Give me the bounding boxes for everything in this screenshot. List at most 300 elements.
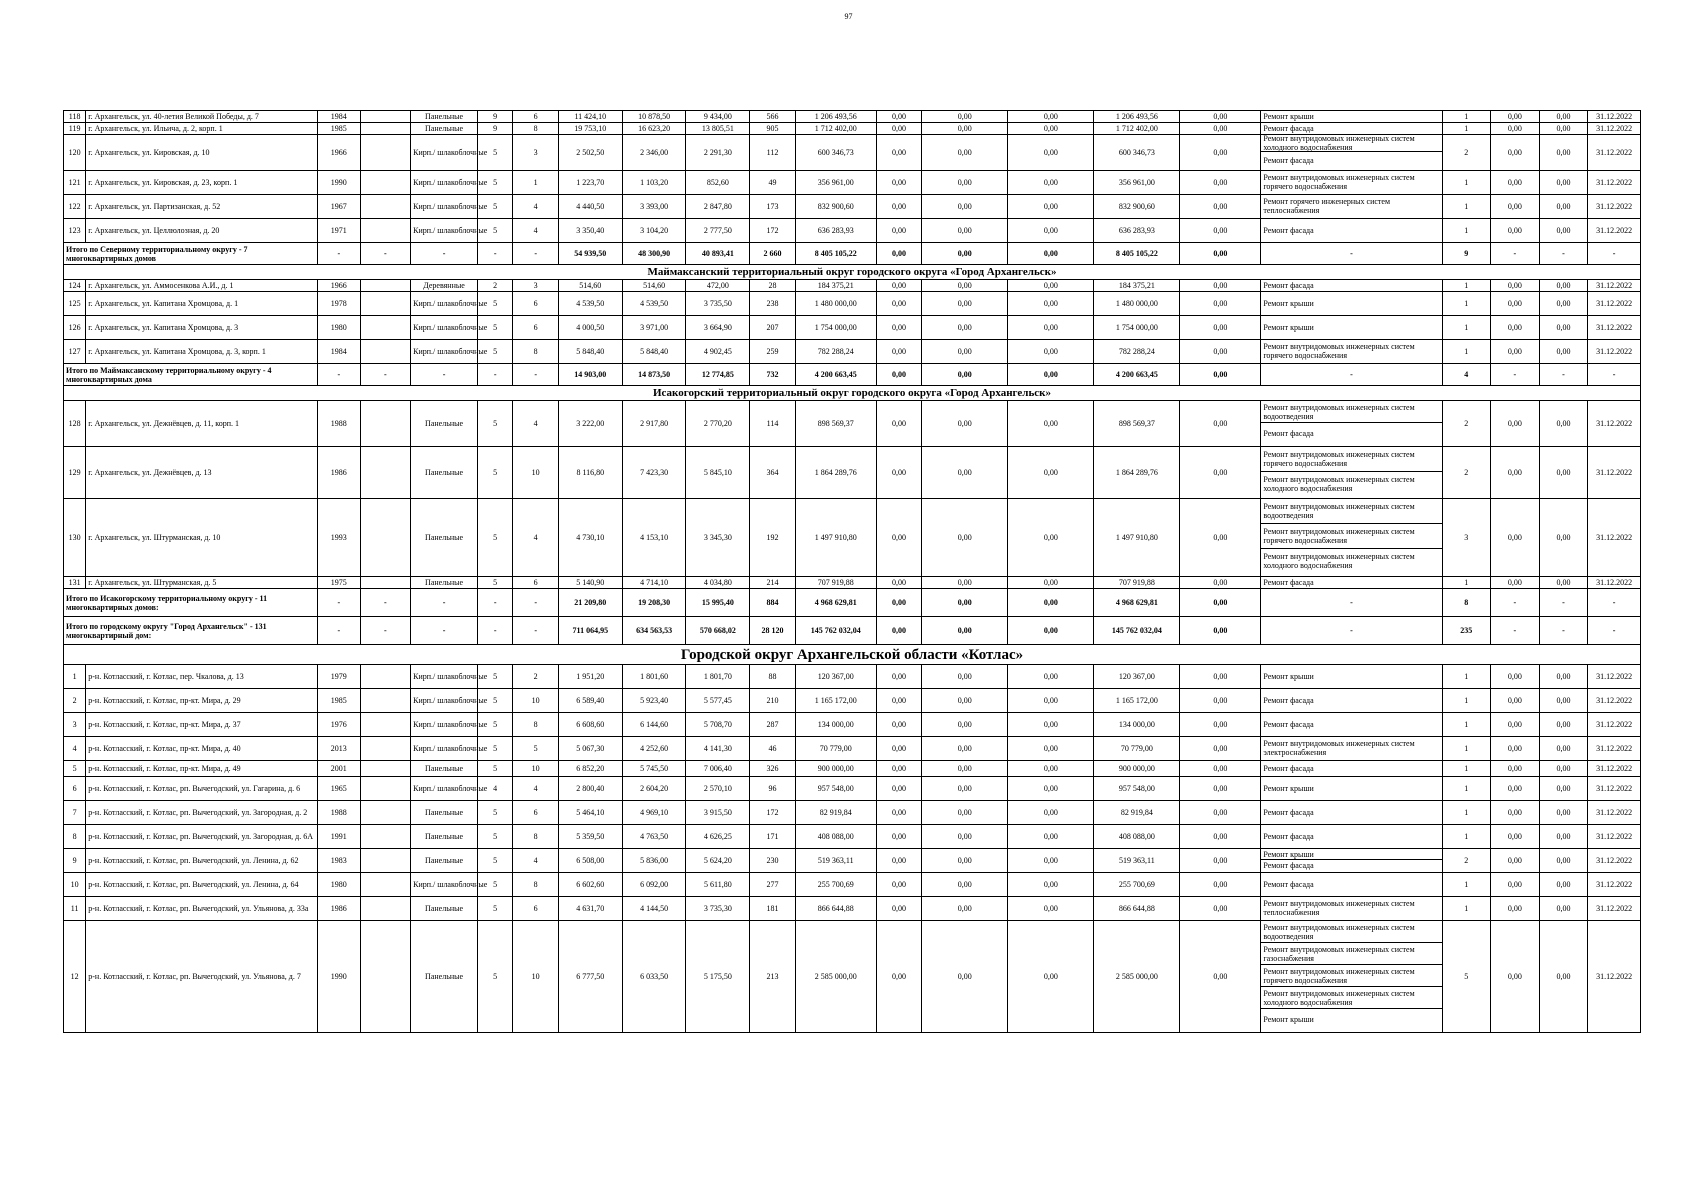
a2-cell: 1 801,60: [622, 665, 686, 689]
wall-material-cell: Панельные: [411, 825, 478, 849]
c4-cell: 0,00: [1008, 316, 1094, 340]
count-cell: 1: [1442, 777, 1491, 801]
a1-cell: 6 777,50: [558, 921, 622, 1033]
date-cell: 31.12.2022: [1588, 577, 1641, 589]
entrances-cell: 8: [513, 873, 559, 897]
year-cell: 1984: [318, 340, 361, 364]
total-c2-cell: 0,00: [876, 589, 922, 617]
c5-cell: 707 919,88: [1094, 577, 1180, 589]
empty-cell: [360, 219, 411, 243]
works-cell: [1261, 171, 1442, 195]
c6-cell: 0,00: [1180, 340, 1261, 364]
works-cell: [1261, 340, 1442, 364]
a3-cell: 2 570,10: [686, 777, 750, 801]
c5-cell: 1 497 910,80: [1094, 499, 1180, 577]
address-cell: г. Архангельск, ул. Целлюлозная, д. 20: [86, 219, 318, 243]
a2-cell: 5 848,40: [622, 340, 686, 364]
count-cell: 1: [1442, 897, 1491, 921]
unit-cost-2-cell: -: [1539, 589, 1588, 617]
c2-cell: 0,00: [876, 499, 922, 577]
total-a2-cell: 19 208,30: [622, 589, 686, 617]
year-cell: 2013: [318, 737, 361, 761]
row-number-cell: 126: [64, 316, 86, 340]
row-number-cell: 130: [64, 499, 86, 577]
res-cell: 287: [750, 713, 796, 737]
entrances-cell: 8: [513, 340, 559, 364]
res-cell: 46: [750, 737, 796, 761]
unit-cost-1-cell: 0,00: [1491, 825, 1540, 849]
wall-material-cell: Панельные: [411, 123, 478, 135]
address-cell: г. Архангельск, ул. Капитана Хромцова, д. 1: [86, 292, 318, 316]
a1-cell: 6 602,60: [558, 873, 622, 897]
floors-cell: 5: [477, 801, 512, 825]
a1-cell: 5 359,50: [558, 825, 622, 849]
date-cell: 31.12.2022: [1588, 713, 1641, 737]
c2-cell: 0,00: [876, 171, 922, 195]
count-cell: 1: [1442, 280, 1491, 292]
entrances-cell: -: [513, 364, 559, 386]
empty-cell: [360, 577, 411, 589]
table-row: [64, 897, 1641, 921]
c3-cell: 0,00: [922, 761, 1008, 777]
c4-cell: 0,00: [1008, 897, 1094, 921]
c1-cell: 636 283,93: [795, 219, 876, 243]
empty-cell: [360, 801, 411, 825]
wall-material-cell: Кирп./ шлакоблочные: [411, 171, 478, 195]
res-cell: 172: [750, 801, 796, 825]
entrances-cell: 4: [513, 777, 559, 801]
wall-material-cell: Кирп./ шлакоблочные: [411, 689, 478, 713]
count-cell: 8: [1442, 589, 1491, 617]
res-cell: 28: [750, 280, 796, 292]
year-cell: 1990: [318, 171, 361, 195]
date-cell: 31.12.2022: [1588, 280, 1641, 292]
year-cell: 1986: [318, 897, 361, 921]
unit-cost-2-cell: 0,00: [1539, 777, 1588, 801]
total-label: Итого по городскому округу "Город Архангельск" - 131 многоквартирный дом:: [64, 617, 318, 645]
total-row: [64, 243, 1641, 265]
total-c1-cell: 145 762 032,04: [795, 617, 876, 645]
entrances-cell: 4: [513, 849, 559, 873]
count-cell: 1: [1442, 111, 1491, 123]
wall-material-cell: Панельные: [411, 897, 478, 921]
date-cell: 31.12.2022: [1588, 123, 1641, 135]
c4-cell: 0,00: [1008, 292, 1094, 316]
entrances-cell: 1: [513, 171, 559, 195]
c3-cell: 0,00: [922, 123, 1008, 135]
work-item: Ремонт внутридомовых инженерных систем водоотведения: [1261, 401, 1441, 423]
total-c2-cell: 0,00: [876, 364, 922, 386]
row-number-cell: 131: [64, 577, 86, 589]
table-row: [64, 292, 1641, 316]
c3-cell: 0,00: [922, 401, 1008, 447]
works-cell: [1261, 761, 1442, 777]
entrances-cell: 3: [513, 280, 559, 292]
row-number-cell: 125: [64, 292, 86, 316]
c6-cell: 0,00: [1180, 761, 1261, 777]
work-item: Ремонт фасада: [1263, 123, 1314, 133]
c2-cell: 0,00: [876, 713, 922, 737]
unit-cost-1-cell: 0,00: [1491, 340, 1540, 364]
row-number-cell: 129: [64, 447, 86, 499]
empty-cell: -: [360, 589, 411, 617]
a2-cell: 3 971,00: [622, 316, 686, 340]
empty-cell: [360, 292, 411, 316]
works-cell: -: [1261, 589, 1442, 617]
c1-cell: 1 864 289,76: [795, 447, 876, 499]
count-cell: 1: [1442, 825, 1491, 849]
address-cell: г. Архангельск, ул. Штурманская, д. 10: [86, 499, 318, 577]
entrances-cell: 2: [513, 665, 559, 689]
row-number-cell: 9: [64, 849, 86, 873]
year-cell: 2001: [318, 761, 361, 777]
total-row: [64, 364, 1641, 386]
empty-cell: [360, 447, 411, 499]
c5-cell: 1 712 402,00: [1094, 123, 1180, 135]
works-cell: [1261, 665, 1442, 689]
date-cell: 31.12.2022: [1588, 340, 1641, 364]
table-row: [64, 777, 1641, 801]
unit-cost-1-cell: -: [1491, 243, 1540, 265]
table-row: [64, 123, 1641, 135]
count-cell: 2: [1442, 849, 1491, 873]
unit-cost-1-cell: 0,00: [1491, 316, 1540, 340]
entrances-cell: 8: [513, 123, 559, 135]
table-row: [64, 401, 1641, 447]
table-row: [64, 195, 1641, 219]
c3-cell: 0,00: [922, 195, 1008, 219]
total-res-cell: 732: [750, 364, 796, 386]
row-number-cell: 122: [64, 195, 86, 219]
works-cell: [1261, 401, 1442, 447]
unit-cost-2-cell: 0,00: [1539, 123, 1588, 135]
work-item: Ремонт фасада: [1263, 225, 1314, 235]
total-c3-cell: 0,00: [922, 589, 1008, 617]
c3-cell: 0,00: [922, 135, 1008, 171]
a2-cell: 5 923,40: [622, 689, 686, 713]
c6-cell: 0,00: [1180, 921, 1261, 1033]
c3-cell: 0,00: [922, 777, 1008, 801]
unit-cost-1-cell: 0,00: [1491, 123, 1540, 135]
c6-cell: 0,00: [1180, 195, 1261, 219]
total-c6-cell: 0,00: [1180, 364, 1261, 386]
c4-cell: 0,00: [1008, 340, 1094, 364]
wall-material-cell: Кирп./ шлакоблочные: [411, 777, 478, 801]
a3-cell: 3 345,30: [686, 499, 750, 577]
a2-cell: 7 423,30: [622, 447, 686, 499]
a2-cell: 2 346,00: [622, 135, 686, 171]
unit-cost-1-cell: 0,00: [1491, 713, 1540, 737]
res-cell: 238: [750, 292, 796, 316]
count-cell: 1: [1442, 689, 1491, 713]
c3-cell: 0,00: [922, 340, 1008, 364]
c6-cell: 0,00: [1180, 825, 1261, 849]
entrances-cell: 10: [513, 689, 559, 713]
table-row: [64, 801, 1641, 825]
entrances-cell: -: [513, 617, 559, 645]
total-res-cell: 884: [750, 589, 796, 617]
a1-cell: 1 951,20: [558, 665, 622, 689]
entrances-cell: 6: [513, 897, 559, 921]
empty-cell: [360, 897, 411, 921]
year-cell: 1988: [318, 801, 361, 825]
c6-cell: 0,00: [1180, 401, 1261, 447]
date-cell: 31.12.2022: [1588, 761, 1641, 777]
address-cell: р-н. Котласский, г. Котлас, пр-кт. Мира, д. 40: [86, 737, 318, 761]
date-cell: 31.12.2022: [1588, 499, 1641, 577]
total-c5-cell: 145 762 032,04: [1094, 617, 1180, 645]
wall-material-cell: Кирп./ шлакоблочные: [411, 195, 478, 219]
c4-cell: 0,00: [1008, 135, 1094, 171]
table-row: [64, 849, 1641, 873]
a2-cell: 16 623,20: [622, 123, 686, 135]
floors-cell: -: [477, 617, 512, 645]
total-a2-cell: 634 563,53: [622, 617, 686, 645]
a1-cell: 514,60: [558, 280, 622, 292]
a1-cell: 6 508,00: [558, 849, 622, 873]
c2-cell: 0,00: [876, 280, 922, 292]
address-cell: р-н. Котласский, г. Котлас, рп. Вычегодский, ул. Ленина, д. 62: [86, 849, 318, 873]
floors-cell: 5: [477, 401, 512, 447]
res-cell: 277: [750, 873, 796, 897]
a3-cell: 4 034,80: [686, 577, 750, 589]
floors-cell: 9: [477, 123, 512, 135]
c3-cell: 0,00: [922, 921, 1008, 1033]
a3-cell: 1 801,70: [686, 665, 750, 689]
year-cell: -: [318, 617, 361, 645]
c4-cell: 0,00: [1008, 447, 1094, 499]
c4-cell: 0,00: [1008, 777, 1094, 801]
c3-cell: 0,00: [922, 897, 1008, 921]
c2-cell: 0,00: [876, 737, 922, 761]
date-cell: 31.12.2022: [1588, 195, 1641, 219]
row-number-cell: 10: [64, 873, 86, 897]
floors-cell: 5: [477, 577, 512, 589]
entrances-cell: -: [513, 243, 559, 265]
empty-cell: [360, 499, 411, 577]
c1-cell: 356 961,00: [795, 171, 876, 195]
c1-cell: 408 088,00: [795, 825, 876, 849]
count-cell: 1: [1442, 665, 1491, 689]
total-a3-cell: 12 774,85: [686, 364, 750, 386]
a3-cell: 5 175,50: [686, 921, 750, 1033]
c5-cell: 898 569,37: [1094, 401, 1180, 447]
c5-cell: 356 961,00: [1094, 171, 1180, 195]
year-cell: 1975: [318, 577, 361, 589]
unit-cost-1-cell: 0,00: [1491, 897, 1540, 921]
row-number-cell: 12: [64, 921, 86, 1033]
a2-cell: 3 393,00: [622, 195, 686, 219]
a1-cell: 4 000,50: [558, 316, 622, 340]
c1-cell: 134 000,00: [795, 713, 876, 737]
work-item: Ремонт фасада: [1263, 831, 1314, 841]
wall-material-cell: Панельные: [411, 447, 478, 499]
work-item: Ремонт фасада: [1263, 695, 1314, 705]
table-row: [64, 665, 1641, 689]
count-cell: 5: [1442, 921, 1491, 1033]
c4-cell: 0,00: [1008, 873, 1094, 897]
wall-material-cell: Кирп./ шлакоблочные: [411, 135, 478, 171]
year-cell: 1978: [318, 292, 361, 316]
section-header-row: [64, 265, 1641, 280]
c5-cell: 255 700,69: [1094, 873, 1180, 897]
c4-cell: 0,00: [1008, 737, 1094, 761]
c1-cell: 707 919,88: [795, 577, 876, 589]
c1-cell: 1 165 172,00: [795, 689, 876, 713]
a2-cell: 5 836,00: [622, 849, 686, 873]
a3-cell: 472,00: [686, 280, 750, 292]
c2-cell: 0,00: [876, 825, 922, 849]
a1-cell: 4 730,10: [558, 499, 622, 577]
year-cell: -: [318, 364, 361, 386]
res-cell: 259: [750, 340, 796, 364]
a3-cell: 7 006,40: [686, 761, 750, 777]
empty-cell: [360, 737, 411, 761]
unit-cost-2-cell: 0,00: [1539, 280, 1588, 292]
total-c3-cell: 0,00: [922, 364, 1008, 386]
address-cell: р-н. Котласский, г. Котлас, пер. Чкалова, д. 13: [86, 665, 318, 689]
c4-cell: 0,00: [1008, 401, 1094, 447]
empty-cell: [360, 873, 411, 897]
total-label: Итого по Северному территориальному округу - 7 многоквартирных домов: [64, 243, 318, 265]
section-title: Городской округ Архангельской области «Котлас»: [64, 645, 1641, 665]
row-number-cell: 8: [64, 825, 86, 849]
row-number-cell: 127: [64, 340, 86, 364]
total-a1-cell: 54 939,50: [558, 243, 622, 265]
res-cell: 96: [750, 777, 796, 801]
total-c4-cell: 0,00: [1008, 243, 1094, 265]
work-item: Ремонт фасада: [1263, 807, 1314, 817]
entrances-cell: 6: [513, 316, 559, 340]
total-c4-cell: 0,00: [1008, 364, 1094, 386]
floors-cell: 5: [477, 665, 512, 689]
section-title: Исакогорский территориальный округ городского округа «Город Архангельск»: [64, 386, 1641, 401]
address-cell: р-н. Котласский, г. Котлас, пр-кт. Мира, д. 37: [86, 713, 318, 737]
unit-cost-2-cell: 0,00: [1539, 219, 1588, 243]
c1-cell: 1 480 000,00: [795, 292, 876, 316]
empty-cell: [360, 171, 411, 195]
date-cell: 31.12.2022: [1588, 777, 1641, 801]
a3-cell: 4 141,30: [686, 737, 750, 761]
c3-cell: 0,00: [922, 316, 1008, 340]
unit-cost-2-cell: 0,00: [1539, 849, 1588, 873]
c4-cell: 0,00: [1008, 195, 1094, 219]
a2-cell: 6 144,60: [622, 713, 686, 737]
unit-cost-2-cell: 0,00: [1539, 801, 1588, 825]
c1-cell: 255 700,69: [795, 873, 876, 897]
work-item: Ремонт фасада: [1263, 860, 1314, 870]
c3-cell: 0,00: [922, 499, 1008, 577]
total-c4-cell: 0,00: [1008, 589, 1094, 617]
unit-cost-2-cell: 0,00: [1539, 135, 1588, 171]
c4-cell: 0,00: [1008, 577, 1094, 589]
a3-cell: 3 664,90: [686, 316, 750, 340]
wall-material-cell: Панельные: [411, 577, 478, 589]
unit-cost-1-cell: -: [1491, 617, 1540, 645]
address-cell: г. Архангельск, ул. Аммосенкова А.И., д. 1: [86, 280, 318, 292]
c5-cell: 408 088,00: [1094, 825, 1180, 849]
c3-cell: 0,00: [922, 292, 1008, 316]
res-cell: 207: [750, 316, 796, 340]
table-row: [64, 135, 1641, 171]
works-cell: [1261, 825, 1442, 849]
wall-material-cell: Панельные: [411, 111, 478, 123]
works-cell: [1261, 499, 1442, 577]
a3-cell: 5 708,70: [686, 713, 750, 737]
address-cell: р-н. Котласский, г. Котлас, пр-кт. Мира, д. 49: [86, 761, 318, 777]
a2-cell: 4 763,50: [622, 825, 686, 849]
c6-cell: 0,00: [1180, 849, 1261, 873]
table-row: [64, 689, 1641, 713]
c2-cell: 0,00: [876, 577, 922, 589]
date-cell: 31.12.2022: [1588, 689, 1641, 713]
row-number-cell: 7: [64, 801, 86, 825]
empty-cell: -: [360, 617, 411, 645]
unit-cost-2-cell: -: [1539, 364, 1588, 386]
wall-cell: -: [411, 364, 478, 386]
c3-cell: 0,00: [922, 577, 1008, 589]
a3-cell: 9 434,00: [686, 111, 750, 123]
unit-cost-1-cell: 0,00: [1491, 292, 1540, 316]
c6-cell: 0,00: [1180, 219, 1261, 243]
total-c3-cell: 0,00: [922, 243, 1008, 265]
a3-cell: 3 915,50: [686, 801, 750, 825]
entrances-cell: -: [513, 589, 559, 617]
entrances-cell: 10: [513, 761, 559, 777]
c1-cell: 120 367,00: [795, 665, 876, 689]
year-cell: 1979: [318, 665, 361, 689]
work-item: Ремонт фасада: [1263, 155, 1314, 165]
unit-cost-1-cell: 0,00: [1491, 195, 1540, 219]
page-number: 97: [844, 12, 853, 21]
total-c5-cell: 4 200 663,45: [1094, 364, 1180, 386]
date-cell: 31.12.2022: [1588, 316, 1641, 340]
floors-cell: 5: [477, 873, 512, 897]
address-cell: р-н. Котласский, г. Котлас, рп. Вычегодский, ул. Ульянова, д. 7: [86, 921, 318, 1033]
a1-cell: 4 631,70: [558, 897, 622, 921]
floors-cell: 9: [477, 111, 512, 123]
c3-cell: 0,00: [922, 737, 1008, 761]
row-number-cell: 120: [64, 135, 86, 171]
total-a3-cell: 15 995,40: [686, 589, 750, 617]
work-item: Ремонт горячего инженерных систем теплоснабжения: [1263, 197, 1391, 215]
total-c1-cell: 4 200 663,45: [795, 364, 876, 386]
entrances-cell: 6: [513, 577, 559, 589]
year-cell: 1966: [318, 280, 361, 292]
row-number-cell: 3: [64, 713, 86, 737]
c4-cell: 0,00: [1008, 761, 1094, 777]
c2-cell: 0,00: [876, 447, 922, 499]
unit-cost-2-cell: 0,00: [1539, 761, 1588, 777]
a1-cell: 5 067,30: [558, 737, 622, 761]
c5-cell: 120 367,00: [1094, 665, 1180, 689]
c6-cell: 0,00: [1180, 577, 1261, 589]
table-row: [64, 825, 1641, 849]
count-cell: 4: [1442, 364, 1491, 386]
unit-cost-2-cell: -: [1539, 617, 1588, 645]
work-item: Ремонт внутридомовых инженерных систем холодного водоснабжения: [1261, 135, 1441, 152]
total-res-cell: 2 660: [750, 243, 796, 265]
c4-cell: 0,00: [1008, 280, 1094, 292]
table-row: [64, 737, 1641, 761]
entrances-cell: 4: [513, 219, 559, 243]
repair-program-table: [63, 110, 1641, 1033]
work-item: Ремонт внутридомовых инженерных систем горячего водоснабжения: [1261, 524, 1441, 549]
row-number-cell: 11: [64, 897, 86, 921]
entrances-cell: 5: [513, 737, 559, 761]
c3-cell: 0,00: [922, 849, 1008, 873]
works-cell: [1261, 921, 1442, 1033]
